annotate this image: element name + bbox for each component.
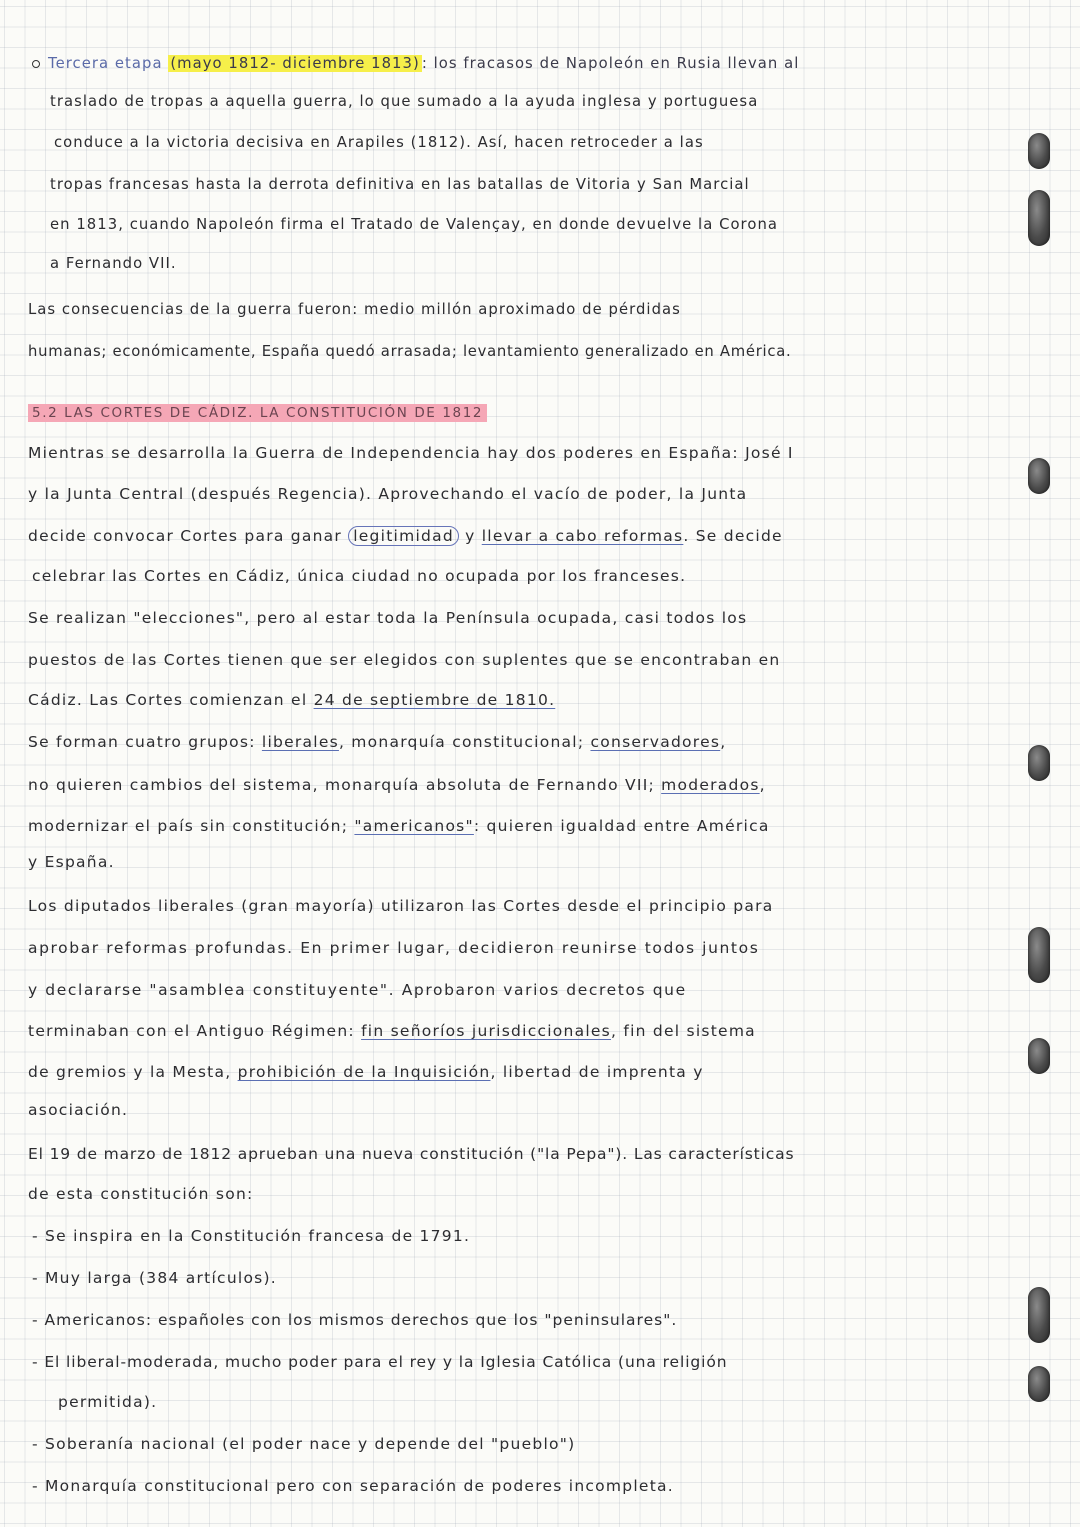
para3-line-2c: , xyxy=(759,776,766,794)
stage3-line-2: traslado de tropas a aquella guerra, lo que sumado a la ayuda inglesa y portuguesa xyxy=(50,93,759,110)
stage3-line-6: a Fernando VII. xyxy=(50,255,177,272)
para3-americanos: "americanos" xyxy=(354,817,474,835)
stage3-line-4: tropas francesas hasta la derrota definitiva en las batallas de Vitoria y San Marcial xyxy=(50,176,750,193)
binder-hole xyxy=(1028,458,1050,494)
para1-legitimidad: legitimidad xyxy=(348,526,459,546)
binder-hole xyxy=(1028,745,1050,781)
para3-line-1c: , monarquía constitucional; xyxy=(338,733,585,751)
para2-line-3a: Cádiz. Las Cortes comienzan el xyxy=(28,691,308,709)
stage3-label: Tercera etapa xyxy=(48,55,163,72)
para3-liberales: liberales xyxy=(261,733,339,751)
binder-hole xyxy=(1028,1038,1050,1074)
stage3-line-3: conduce a la victoria decisiva en Arapiles (1812). Así, hacen retroceder a las xyxy=(54,134,704,151)
para1-line-3 xyxy=(28,526,783,546)
para2-line-1: Se realizan "elecciones", pero al estar toda la Península ocupada, casi todos los xyxy=(28,609,748,627)
para1-reformas: llevar a cabo reformas xyxy=(481,527,684,545)
para3-line-3c: : quieren igualdad entre América xyxy=(473,817,770,835)
para5-line-1: El 19 de marzo de 1812 aprueban una nueva constitución ("la Pepa"). Las características xyxy=(28,1145,795,1163)
stage3-line-1-rest: : los fracasos de Napoleón en Rusia llevan al xyxy=(421,55,800,72)
para5-line-2: de esta constitución son: xyxy=(28,1185,254,1203)
binder-hole xyxy=(1028,927,1050,983)
feature-item: - Se inspira en la Constitución francesa de 1791. xyxy=(32,1227,471,1245)
para4-line-4c: , fin del sistema xyxy=(611,1022,756,1040)
para2-date: 24 de septiembre de 1810. xyxy=(313,691,556,709)
para4-line-3: y declararse "asamblea constituyente". Aprobaron varios decretos que xyxy=(28,981,687,999)
para1-line-2: y la Junta Central (después Regencia). Aprovechando el vacío de poder, la Junta xyxy=(28,485,748,503)
para2-line-2: puestos de las Cortes tienen que ser elegidos con suplentes que se encontraban en xyxy=(28,651,781,669)
para3-line-3a: modernizar el país sin constitución; xyxy=(28,817,349,835)
para1-line-3a: decide convocar Cortes para ganar xyxy=(28,527,343,545)
para4-line-5a: de gremios y la Mesta, xyxy=(28,1063,232,1081)
feature-item: - Soberanía nacional (el poder nace y depende del "pueblo") xyxy=(32,1435,576,1453)
para1-line-1: Mientras se desarrolla la Guerra de Independencia hay dos poderes en España: José I xyxy=(28,444,794,462)
para4-line-6: asociación. xyxy=(28,1101,129,1119)
para4-line-4a: terminaban con el Antiguo Régimen: xyxy=(28,1022,355,1040)
feature-item: - El liberal-moderada, mucho poder para el rey y la Iglesia Católica (una religión xyxy=(32,1353,728,1371)
feature-item: - Muy larga (384 artículos). xyxy=(32,1269,277,1287)
feature-item: - Monarquía constitucional pero con separación de poderes incompleta. xyxy=(32,1477,674,1495)
binder-hole xyxy=(1028,190,1050,246)
para3-moderados: moderados xyxy=(661,776,760,794)
para3-line-2a: no quieren cambios del sistema, monarquía absoluta de Fernando VII; xyxy=(28,776,655,794)
bullet-icon xyxy=(32,60,40,68)
para4-inquisicion: prohibición de la Inquisición xyxy=(237,1063,491,1081)
para2-line-3 xyxy=(28,690,555,710)
para4-line-4 xyxy=(28,1021,756,1041)
binder-hole xyxy=(1028,133,1050,169)
binder-hole xyxy=(1028,1287,1050,1343)
feature-item: - Americanos: españoles con los mismos derechos que los "peninsulares". xyxy=(32,1311,678,1329)
para3-line-1a: Se forman cuatro grupos: xyxy=(28,733,256,751)
para1-line-3c: y xyxy=(465,527,476,545)
para4-line-5c: , libertad de imprenta y xyxy=(490,1063,704,1081)
para3-line-1e: , xyxy=(720,733,727,751)
para3-line-1 xyxy=(28,732,726,752)
para3-line-3 xyxy=(28,816,770,836)
para4-line-5 xyxy=(28,1062,704,1082)
consequences-line-1: Las consecuencias de la guerra fueron: medio millón aproximado de pérdidas xyxy=(28,301,681,318)
stage3-dates: (mayo 1812- diciembre 1813) xyxy=(170,55,420,72)
section-heading xyxy=(28,402,487,423)
section-heading-text: 5.2 LAS CORTES DE CÁDIZ. LA CONSTITUCIÓN DE 1812 xyxy=(28,404,487,422)
consequences-line-2: humanas; económicamente, España quedó arrasada; levantamiento generalizado en América. xyxy=(28,343,792,360)
stage3-line-5: en 1813, cuando Napoleón firma el Tratado de Valençay, en donde devuelve la Corona xyxy=(50,216,779,233)
feature-item-continued: permitida). xyxy=(58,1393,158,1411)
stage3-line-1 xyxy=(32,54,799,74)
binder-hole xyxy=(1028,1366,1050,1402)
para3-line-4: y España. xyxy=(28,853,115,871)
para4-line-2: aprobar reformas profundas. En primer lugar, decidieron reunirse todos juntos xyxy=(28,939,760,957)
para3-line-2 xyxy=(28,775,766,795)
para1-line-4: celebrar las Cortes en Cádiz, única ciudad no ocupada por los franceses. xyxy=(32,567,687,585)
para3-conservadores: conservadores xyxy=(590,733,721,751)
para4-senorios: fin señoríos jurisdiccionales xyxy=(361,1022,612,1040)
para1-line-3e: . Se decide xyxy=(683,527,783,545)
para4-line-1: Los diputados liberales (gran mayoría) utilizaron las Cortes desde el principio para xyxy=(28,897,774,915)
